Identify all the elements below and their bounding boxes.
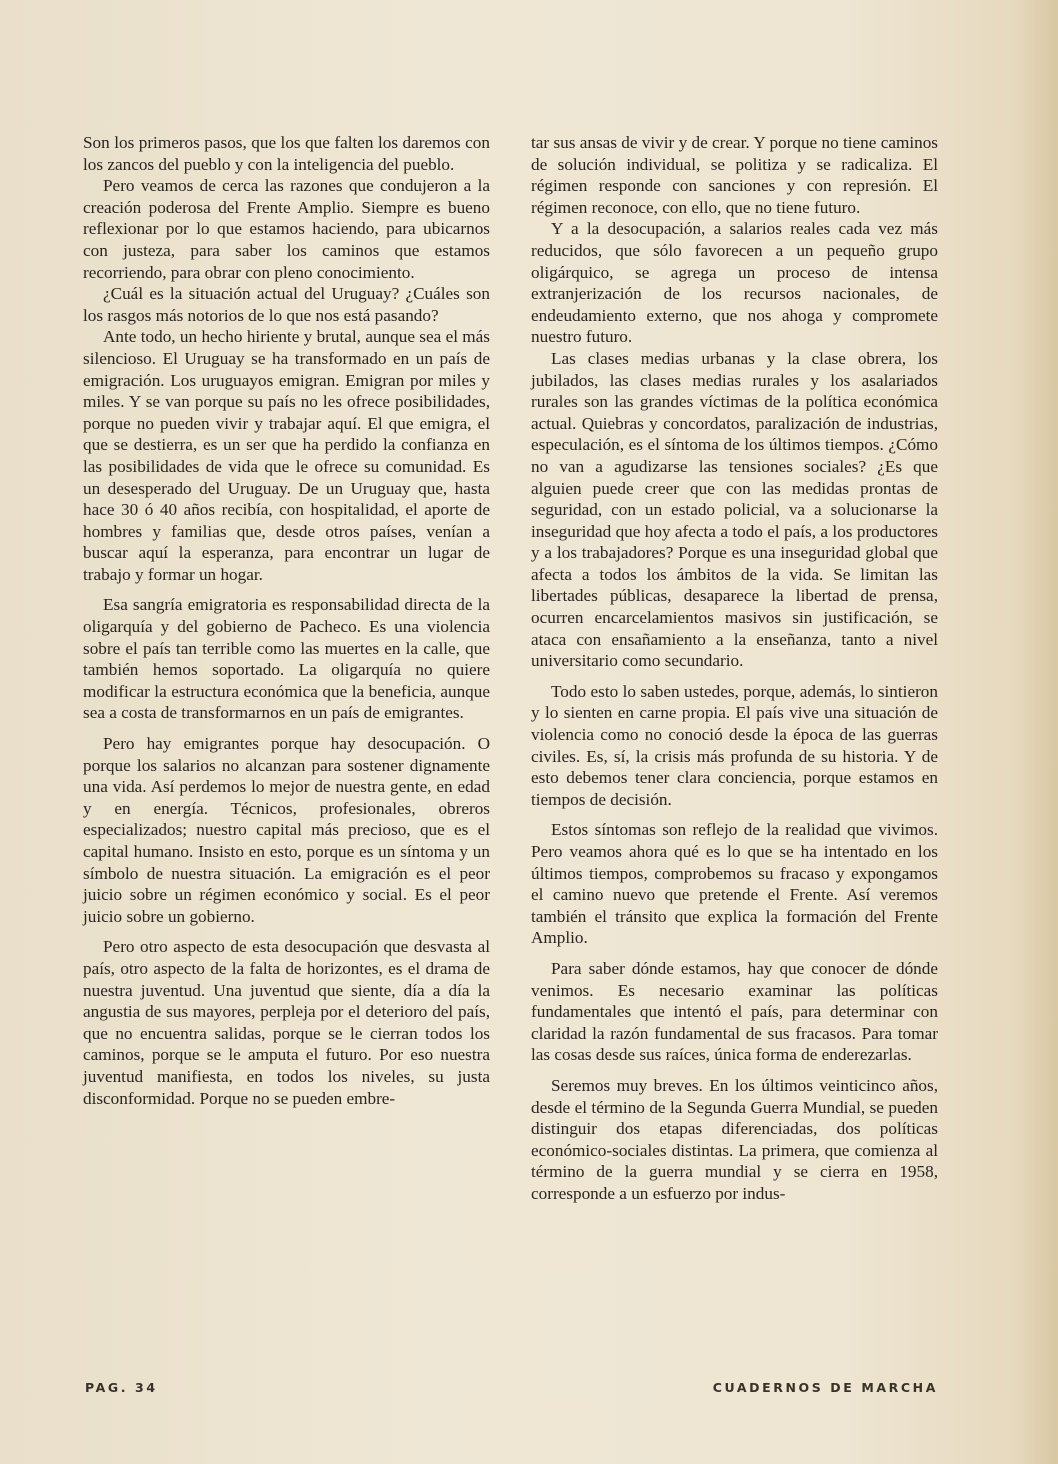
paragraph: Y a la desocupación, a salarios reales cada vez más reducidos, que sólo favorecen a un pequeño grupo oligárquico, se agrega un proceso de intensa extranjerización de los recursos nacionales, de endeudamiento externo, que nos ahoga y compromete nuestro futuro. xyxy=(531,219,938,347)
paragraph: Son los primeros pasos, que los que falten los daremos con los zancos del pueblo y con la inteligencia del pueblo. xyxy=(83,133,490,174)
paragraph: Ante todo, un hecho hiriente y brutal, aunque sea el más silencioso. El Uruguay se ha transformado en un país de emigración. Los uruguayos emigran. Emigran por miles y miles. Y se van porque su país no les ofrece posibilidades, porque no pueden vivir y trabajar aquí. El que emigra, el que se destierra, es un ser que ha perdido la confianza en las posibilidades de vida que le ofrece su comunidad. Es un desesperado del Uruguay. De un Uruguay que, hasta hace 30 ó 40 años recibía, con hospitalidad, el aporte de hombres y familias que, desde otros países, venían a buscar aquí la esperanza, para encontrar un lugar de trabajo y formar un hogar. xyxy=(83,327,490,584)
paragraph: Seremos muy breves. En los últimos veinticinco años, desde el término de la Segunda Guerra Mundial, se pueden distinguir dos etapas diferenciadas, dos políticas económico-sociales distintas. La primera, que comienza al término de la guerra mundial y se cierra en 1958, corresponde a un esfuerzo por indus- xyxy=(531,1075,938,1203)
paragraph: Para saber dónde estamos, hay que conocer de dónde venimos. Es necesario examinar las políticas fundamentales que intentó el país, para determinar con claridad la razón fundamental de sus fracasos. Para tomar las cosas desde sus raíces, única forma de enderezarlas. xyxy=(531,958,938,1065)
magazine-name: CUADERNOS DE MARCHA xyxy=(712,1380,938,1395)
paragraph: Todo esto lo saben ustedes, porque, además, lo sintieron y lo sienten en carne propia. El país vive una situación de violencia como no conoció desde la época de las guerras civiles. Es, sí, la crisis más profunda de su historia. Y de esto debemos tener clara conciencia, porque estamos en tiempos de decisión. xyxy=(531,681,938,809)
paragraph: Pero veamos de cerca las razones que condujeron a la creación poderosa del Frente Amplio. Siempre es bueno reflexionar por lo que estamos haciendo, para ubicarnos con justeza, para saber los caminos que estamos recorriendo, para obrar con pleno conocimiento. xyxy=(83,176,490,282)
right-column xyxy=(531,132,938,1205)
left-column xyxy=(83,132,490,1109)
paragraph: ¿Cuál es la situación actual del Uruguay? ¿Cuáles son los rasgos más notorios de lo que nos está pasando? xyxy=(83,284,490,325)
paragraph: Las clases medias urbanas y la clase obrera, los jubilados, las clases medias rurales y los asalariados rurales son las grandes víctimas de la política económica actual. Quiebras y concordatos, paralización de industrias, especulación, es el síntoma de los últimos tiempos. ¿Cómo no van a agudizarse las tensiones sociales? ¿Es que alguien puede creer que con las medidas prontas de seguridad, con un estado policial, va a solucionarse la inseguridad que hoy afecta a todo el país, a los productores y a los trabajadores? Porque es una inseguridad global que afecta a todos los ámbitos de la vida. Se limitan las libertades públicas, desaparece la libertad de prensa, ocurren encarcelamientos masivos sin justificación, se ataca con ensañamiento a la enseñanza, tanto a nivel universitario como secundario. xyxy=(531,348,938,671)
paragraph: Pero hay emigrantes porque hay desocupación. O porque los salarios no alcanzan para sostener dignamente una vida. Así perdemos lo mejor de nuestra gente, en edad y en energía. Técnicos, profesionales, obreros especializados; nuestro capital más precioso, que es el capital humano. Insisto en esto, porque es un síntoma y un símbolo de nuestra situación. La emigración es el peor juicio sobre un régimen económico y social. Es el peor juicio sobre un gobierno. xyxy=(83,734,490,926)
page-number: PAG. 34 xyxy=(85,1380,158,1395)
paragraph: Pero otro aspecto de esta desocupación que desvasta al país, otro aspecto de la falta de horizontes, es el drama de nuestra juventud. Una juventud que siente, día a día la angustia de sus mayores, perpleja por el deterioro del país, que no encuentra salidas, porque se le cierran todos los caminos, porque se le amputa el futuro. Por eso nuestra juventud manifiesta, en todos los niveles, su justa disconformidad. Porque no se pueden embre- xyxy=(83,937,490,1108)
paragraph: Esa sangría emigratoria es responsabilidad directa de la oligarquía y del gobierno de Pacheco. Es una violencia sobre el país tan terrible como las muertes en la calle, que también hemos soportado. La oligarquía no quiere modificar la estructura económica que la beneficia, aunque sea a costa de transformarnos en un país de emigrantes. xyxy=(83,595,490,723)
paragraph: tar sus ansas de vivir y de crear. Y porque no tiene caminos de solución individual, se politiza y se radicaliza. El régimen responde con sanciones y con represión. El régimen reconoce, con ello, que no tiene futuro. xyxy=(531,133,938,217)
paragraph: Estos síntomas son reflejo de la realidad que vivimos. Pero veamos ahora qué es lo que se ha intentado en los últimos tiempos, comprobemos su fracaso y expongamos el camino nuevo que pretende el Frente. Así veremos también el tránsito que explica la formación del Frente Amplio. xyxy=(531,820,938,948)
